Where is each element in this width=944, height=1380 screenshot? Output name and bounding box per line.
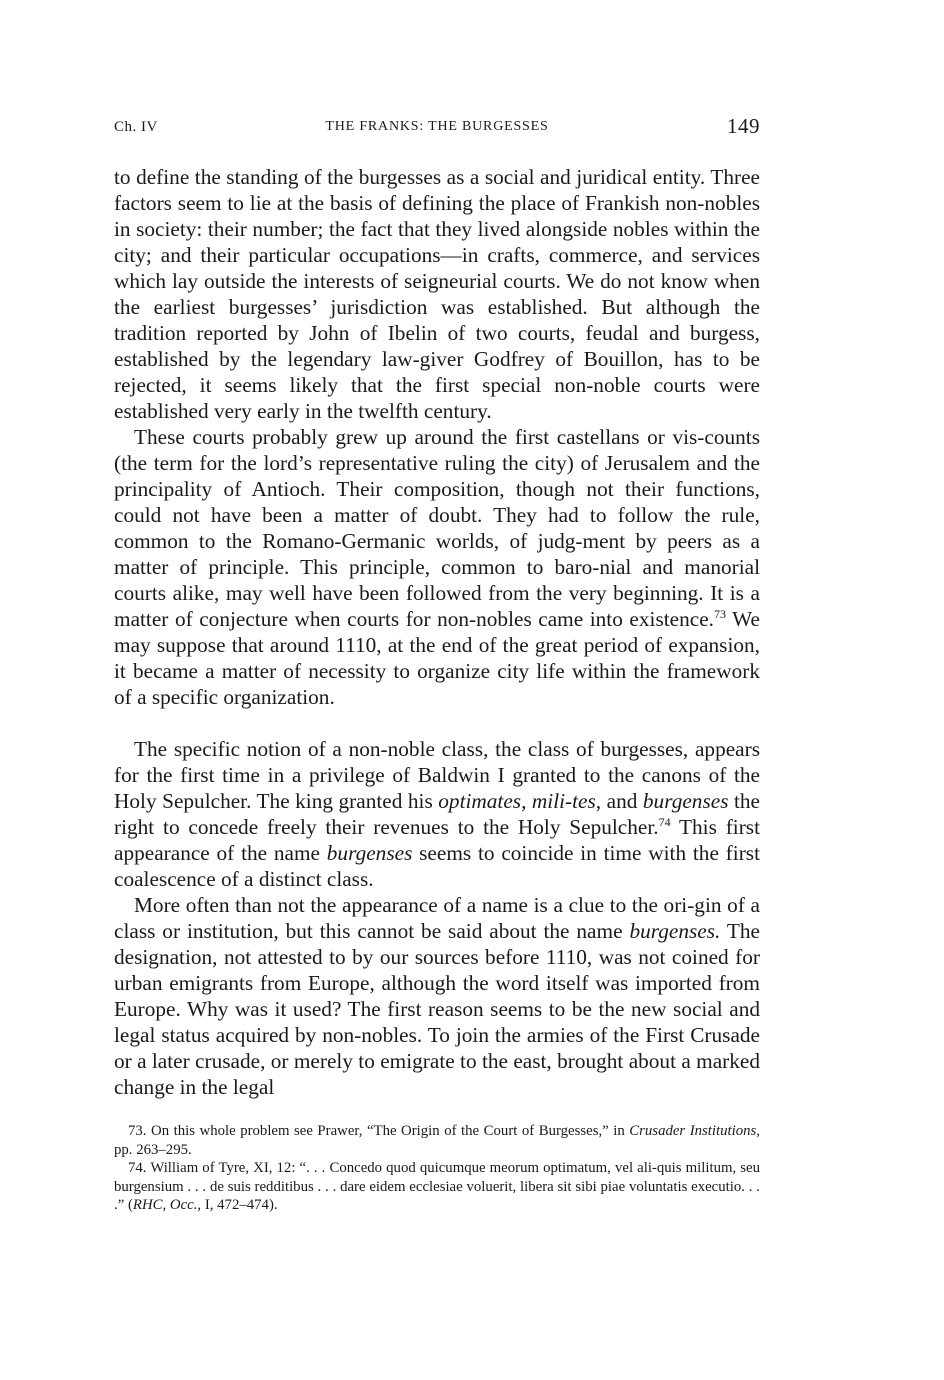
footnote-74: 74. William of Tyre, XI, 12: “. . . Concedo quod quicumque meorum optimatum, vel ali-quis militum, seu burgensium . . . de suis redditibus . . . dare eidem ecclesiae voluerit, libera sit sibi piae voluntatis executio. . . .” (RHC, Occ., I, 472–474).: [114, 1160, 760, 1213]
chapter-label: Ch. IV: [114, 119, 158, 135]
paragraph-1: to define the standing of the burgesses as a social and juridical entity. Three factors seem to lie at the basis of defining the place of Frankish non-nobles in society: their number; the fact that they lived alongside nobles within the city; and their particular occupations—in crafts, commerce, and services which lay outside the interests of seigneurial courts. We do not know when the earliest burgesses’ jurisdiction was established. But although the tradition reported by John of Ibelin of two courts, feudal and burgess, established by the legendary law-giver Godfrey of Bouillon, has to be rejected, it seems likely that the first special non-noble courts were established very early in the twelfth century.: [114, 165, 760, 423]
paragraph-4: More often than not the appearance of a name is a clue to the ori-gin of a class or institution, but this cannot be said about the name burgenses. The designation, not attested to by our sources before 1110, was not coined for urban emigrants from Europe, although the word itself was imported from Europe. Why was it used? The first reason seems to be the new social and legal status acquired by non-nobles. To join the armies of the First Crusade or a later crusade, or merely to emigrate to the east, brought about a marked change in the legal: [114, 893, 760, 1099]
book-page: [114, 112, 760, 1215]
running-title: THE FRANKS: THE BURGESSES: [325, 119, 549, 134]
footnote-ref-73: 73: [713, 607, 726, 621]
running-head: [114, 112, 760, 142]
paragraph-3: The specific notion of a non-noble class, the class of burgesses, appears for the first time in a privilege of Baldwin I granted to the canons of the Holy Sepulcher. The king granted his optimates, mili-tes, and burgenses the right to concede freely their revenues to the Holy Sepulcher.$^{74}$ This first appearance of the name burgenses seems to coincide in time with the first coalescence of a distinct class.: [114, 737, 761, 891]
page-number: 149: [727, 114, 760, 138]
footnote-ref-74: 74: [658, 815, 671, 829]
footnote-73: 73. On this whole problem see Prawer, “The Origin of the Court of Burgesses,” in Crusader Institutions, pp. 263–295.: [114, 1123, 760, 1158]
paragraph-2: These courts probably grew up around the first castellans or vis-counts (the term for the lord’s representative ruling the city) of Jerusalem and the principality of Antioch. Their composition, though not their functions, could not have been a matter of doubt. They had to follow the rule, common to the Romano-Germanic worlds, of judg-ment by peers as a matter of principle. This principle, common to baro-nial and manorial courts alike, may well have been followed from the very beginning. It is a matter of conjecture when courts for non-nobles came into existence.$^{73}$ We may suppose that around 1110, at the end of the great period of expansion, it became a matter of necessity to organize city life within the framework of a specific organization.: [114, 425, 760, 709]
footnotes: [114, 1122, 760, 1215]
body-text: [114, 164, 760, 1100]
